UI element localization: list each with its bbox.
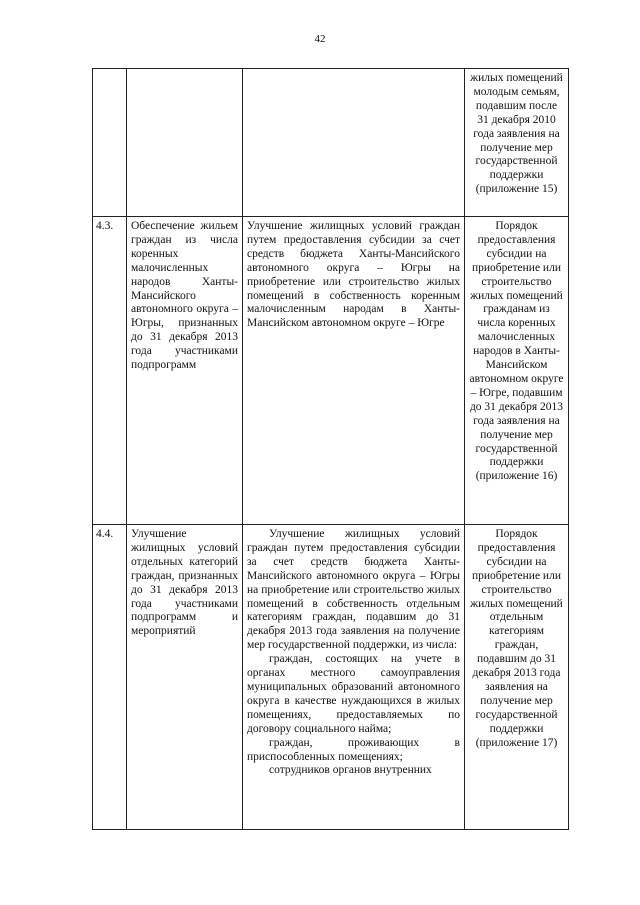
table-row xyxy=(93,217,569,525)
content-paragraph: Улучшение жилищных условий граждан путем предоставления субсидии за счет средств бюджета Ханты-Мансийского автономного округа – Югры на приобретение или строительство жилых помещений в собственность коренным малочисленным народам в Ханты-Мансийском автономном округе – Югре xyxy=(247,220,460,330)
content-paragraph: Улучшение жилищных условий граждан путем предоставления субсидии за счет средств бюджета Ханты-Мансийского автономного округа – Югры на приобретение или строительство жилых помещений в собственность отдельным категориям граждан, подавшим до 31 декабря 2013 года заявления на получение мер государственной поддержки, из числа: xyxy=(247,528,460,652)
content-paragraph: сотрудников органов внутренних xyxy=(269,764,432,777)
table-row xyxy=(93,69,569,217)
row-number xyxy=(93,69,127,217)
content-paragraph: граждан, проживающих в приспособленных помещениях; xyxy=(247,736,460,763)
content-cell xyxy=(243,525,465,830)
document-cell: жилых помещений молодым семьям, подавшим после 31 декабря 2010 года заявления на получение мер государственной поддержки (приложение 15) xyxy=(465,69,569,217)
content-paragraph: граждан, состоящих на учете в органах местного самоуправления муниципальных образований автономного округа в качестве нуждающихся в жилых помещениях, предоставляемых по договору социального найма; xyxy=(247,653,460,735)
measures-table xyxy=(92,68,569,830)
event-cell: Улучшение жилищных условий отдельных категорий граждан, признанных до 31 декабря 2013 года участниками подпрограмм и мероприятий xyxy=(127,525,243,830)
page-number: 42 xyxy=(314,33,326,45)
row-number: 4.4. xyxy=(93,525,127,830)
row-number: 4.3. xyxy=(93,217,127,525)
content-cell xyxy=(243,69,465,217)
content-cell xyxy=(243,217,465,525)
document-cell: Порядок предоставления субсидии на приобретение или строительство жилых помещений гражданам из числа коренных малочисленных народов в Ханты-Мансийском автономном округе – Югре, подавшим до 31 декабря 2013 года заявления на получение мер государственной поддержки (приложение 16) xyxy=(465,217,569,525)
document-cell: Порядок предоставления субсидии на приобретение или строительство жилых помещений отдельным категориям граждан, подавшим до 31 декабря 2013 года заявления на получение мер государственной поддержки (приложение 17) xyxy=(465,525,569,830)
event-cell: Обеспечение жильем граждан из числа коренных малочисленных народов Ханты-Мансийского автономного округа – Югры, признанных до 31 декабря 2013 года участниками подпрограмм xyxy=(127,217,243,525)
event-cell xyxy=(127,69,243,217)
table-row xyxy=(93,525,569,830)
